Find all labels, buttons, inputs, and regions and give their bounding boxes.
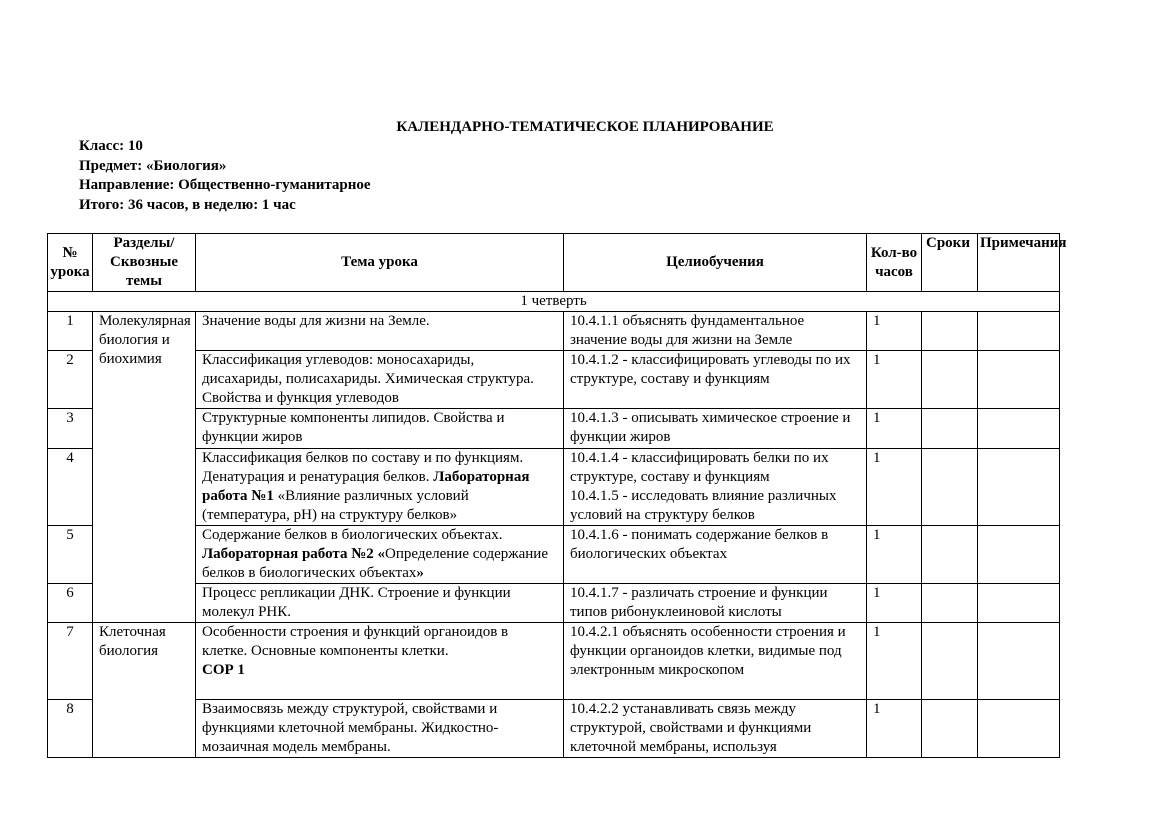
lesson-notes (978, 312, 1060, 351)
lesson-number: 7 (48, 623, 93, 700)
table-row (48, 623, 1060, 700)
lesson-goals (564, 449, 867, 526)
lesson-goals: 10.4.1.2 - классифицировать углеводы по их структуре, составу и функциям (564, 351, 867, 409)
topic-text: Особенности строения и функций органоидов в клетке. Основные компоненты клетки. (202, 624, 509, 659)
table-row (48, 584, 1060, 623)
lesson-number: 2 (48, 351, 93, 409)
lesson-notes (978, 351, 1060, 409)
lesson-hours: 1 (867, 449, 922, 526)
lesson-notes (978, 623, 1060, 700)
header-sections: Разделы/ Сквозные темы (93, 234, 196, 292)
section-cell-biology: Клеточная биология (93, 623, 196, 758)
header-topic: Тема урока (196, 234, 564, 292)
goal-text: 10.4.1.4 - классифицировать белки по их структуре, составу и функциям (570, 450, 829, 485)
lesson-notes (978, 526, 1060, 584)
lesson-dates (922, 409, 978, 449)
lab-work-text: Определение содержание белков в биологических объектах (202, 546, 548, 581)
lesson-topic: Классификация углеводов: моносахариды, дисахариды, полисахариды. Химическая структура. Свойства и функция углеводов (196, 351, 564, 409)
lesson-dates (922, 351, 978, 409)
lesson-topic (196, 526, 564, 584)
quarter-label: 1 четверть (48, 292, 1060, 312)
table-row (48, 351, 1060, 409)
lesson-number: 4 (48, 449, 93, 526)
assessment-label: СОР 1 (202, 662, 245, 678)
planning-table (47, 233, 1067, 758)
lesson-dates (922, 700, 978, 758)
lesson-goals: 10.4.1.3 - описывать химическое строение и функции жиров (564, 409, 867, 449)
quarter-row (48, 292, 1060, 312)
header-num: № урока (48, 234, 93, 292)
lesson-dates (922, 312, 978, 351)
section-molecular-biology: Молекулярная биология и биохимия (93, 312, 196, 623)
lesson-topic: Процесс репликации ДНК. Строение и функции молекул РНК. (196, 584, 564, 623)
lab-work-text: «Влияние различных условий (температура, pH) на структуру белков» (202, 488, 469, 523)
topic-text: Классификация белков по составу и по функциям. Денатурация и ренатурация белков. (202, 450, 524, 485)
lesson-topic (196, 623, 564, 700)
header-row (48, 234, 1060, 292)
lesson-topic (196, 449, 564, 526)
table-row (48, 312, 1060, 351)
lesson-notes (978, 449, 1060, 526)
lesson-hours: 1 (867, 623, 922, 700)
lesson-topic: Значение воды для жизни на Земле. (196, 312, 564, 351)
lesson-hours: 1 (867, 351, 922, 409)
lab-work-label: Лабораторная работа №2 « (202, 546, 386, 562)
total-hours-line: Итого: 36 часов, в неделю: 1 час (79, 196, 296, 213)
lesson-notes (978, 700, 1060, 758)
subject-line: Предмет: «Биология» (79, 157, 227, 174)
table-row (48, 700, 1060, 758)
lesson-number: 1 (48, 312, 93, 351)
lesson-notes (978, 409, 1060, 449)
lesson-number: 8 (48, 700, 93, 758)
lesson-goals: 10.4.1.7 - различать строение и функции типов рибонуклеиновой кислоты (564, 584, 867, 623)
lab-work-end: » (416, 565, 424, 581)
lesson-hours: 1 (867, 312, 922, 351)
table-row (48, 449, 1060, 526)
lesson-goals: 10.4.2.1 объяснять особенности строения и функции органоидов клетки, видимые под электронным микроскопом (564, 623, 867, 700)
lesson-notes (978, 584, 1060, 623)
table-row (48, 526, 1060, 584)
lesson-dates (922, 584, 978, 623)
lesson-hours: 1 (867, 409, 922, 449)
topic-text: Содержание белков в биологических объектах. (202, 527, 503, 543)
lesson-hours: 1 (867, 584, 922, 623)
lesson-topic: Взаимосвязь между структурой, свойствами и функциями клеточной мембраны. Жидкостно-мозаичная модель мембраны. (196, 700, 564, 758)
header-goals: Целиобучения (564, 234, 867, 292)
lesson-number: 5 (48, 526, 93, 584)
lesson-dates (922, 623, 978, 700)
lesson-dates (922, 449, 978, 526)
lesson-dates (922, 526, 978, 584)
document-meta (79, 137, 371, 215)
header-notes: Примечания (978, 234, 1060, 292)
table-row (48, 409, 1060, 449)
header-hours: Кол-во часов (867, 234, 922, 292)
document-title: КАЛЕНДАРНО-ТЕМАТИЧЕСКОЕ ПЛАНИРОВАНИЕ (396, 119, 774, 135)
goal-text-2: 10.4.1.5 - исследовать влияние различных условий на структуру белков (570, 488, 837, 523)
lab-work-label: Лабораторная работа №1 (202, 469, 530, 504)
lesson-hours: 1 (867, 700, 922, 758)
lesson-goals: 10.4.1.1 объяснять фундаментальное значение воды для жизни на Земле (564, 312, 867, 351)
lesson-goals: 10.4.1.6 - понимать содержание белков в биологических объектах (564, 526, 867, 584)
lesson-hours: 1 (867, 526, 922, 584)
header-dates: Сроки (922, 234, 978, 292)
class-line: Класс: 10 (79, 138, 143, 154)
lesson-topic: Структурные компоненты липидов. Свойства и функции жиров (196, 409, 564, 449)
lesson-number: 6 (48, 584, 93, 623)
direction-line: Направление: Общественно-гуманитарное (79, 177, 371, 193)
lesson-number: 3 (48, 409, 93, 449)
lesson-goals: 10.4.2.2 устанавливать связь между структурой, свойствами и функциями клеточной мембраны, используя (564, 700, 867, 758)
